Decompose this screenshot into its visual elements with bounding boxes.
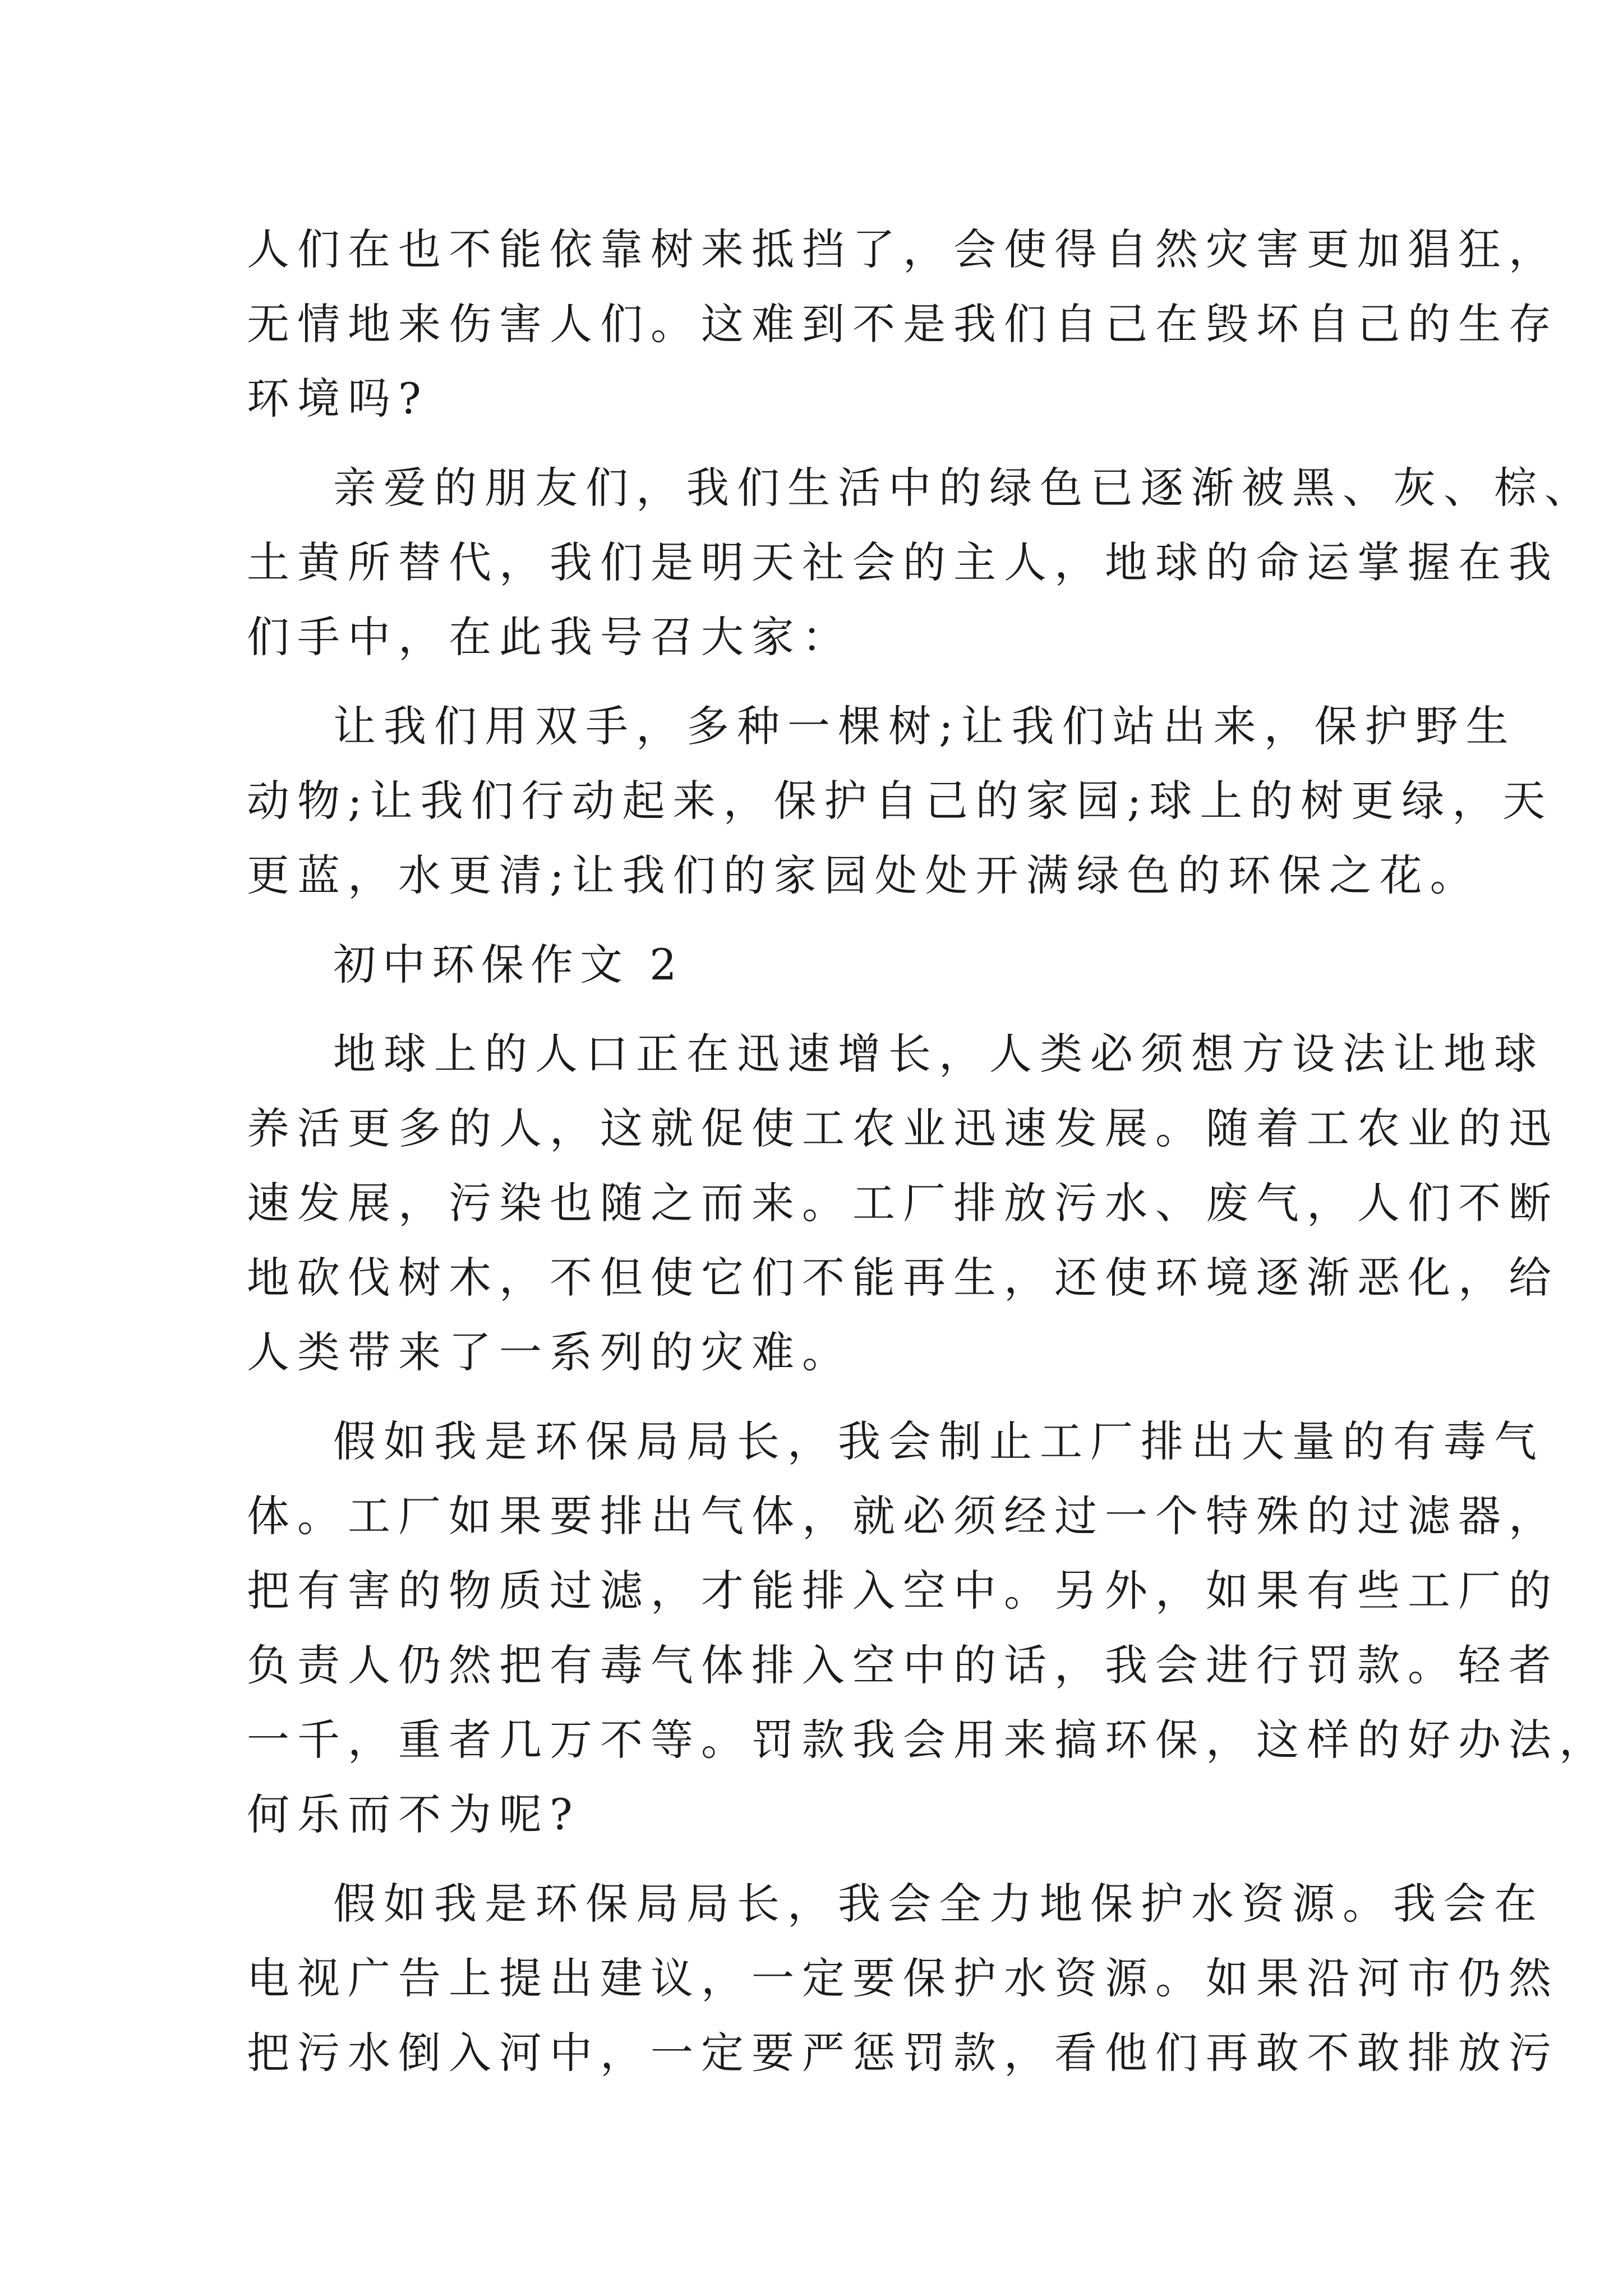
paragraph-line: 把污水倒入河中，一定要严惩罚款，看他们再敢不敢排放污 xyxy=(247,2028,1559,2078)
paragraph-line: 土黄所替代，我们是明天社会的主人，地球的命运掌握在我 xyxy=(247,537,1559,587)
paragraph-line: 动物;让我们行动起来，保护自己的家园;球上的树更绿，天 xyxy=(247,776,1553,826)
paragraph-line: 们手中，在此我号召大家： xyxy=(247,612,852,662)
paragraph-line: 让我们用双手，多种一棵树;让我们站出来，保护野生 xyxy=(333,701,1516,751)
paragraph-line: 更蓝，水更清;让我们的家园处处开满绿色的环保之花。 xyxy=(247,850,1481,900)
paragraph-3 xyxy=(247,689,1553,913)
paragraph-line: 把有害的物质过滤，才能排入空中。另外，如果有些工厂的 xyxy=(247,1566,1559,1616)
paragraph-line: 无情地来伤害人们。这难到不是我们自己在毁坏自己的生存 xyxy=(247,299,1559,349)
paragraph-line: 体。工厂如果要排出气体，就必须经过一个特殊的过滤器， xyxy=(247,1491,1559,1541)
paragraph-line: 地球上的人口正在迅速增长，人类必须想方设法让地球 xyxy=(333,1029,1544,1079)
paragraph-line: 假如我是环保局局长，我会制止工厂排出大量的有毒气 xyxy=(333,1416,1544,1466)
paragraph-5 xyxy=(247,1404,1610,1852)
paragraph-2 xyxy=(247,450,1595,674)
paragraph-line: 地砍伐树木，不但使它们不能再生，还使环境逐渐恶化，给 xyxy=(247,1253,1559,1303)
paragraph-line: 一千，重者几万不等。罚款我会用来搞环保，这样的好办法， xyxy=(247,1715,1610,1765)
section-title: 初中环保作文 2 xyxy=(333,940,684,990)
paragraph-line: 假如我是环保局局长，我会全力地保护水资源。我会在 xyxy=(333,1879,1544,1929)
paragraph-line: 人们在也不能依靠树来抵挡了，会使得自然灾害更加猖狂， xyxy=(247,224,1559,274)
document-body xyxy=(247,212,1610,2090)
paragraph-line: 亲爱的朋友们，我们生活中的绿色已逐渐被黑、灰、棕、 xyxy=(333,463,1595,513)
paragraph-line: 人类带来了一系列的灾难。 xyxy=(247,1327,852,1377)
paragraph-line: 速发展，污染也随之而来。工厂排放污水、废气，人们不断 xyxy=(247,1178,1559,1228)
paragraph-line: 环境吗? xyxy=(247,374,429,424)
paragraph-line: 负责人仍然把有毒气体排入空中的话，我会进行罚款。轻者 xyxy=(247,1640,1559,1690)
paragraph-line: 养活更多的人，这就促使工农业迅速发展。随着工农业的迅 xyxy=(247,1103,1559,1153)
paragraph-1 xyxy=(247,212,1559,436)
paragraph-4 xyxy=(247,1016,1559,1389)
paragraph-6 xyxy=(247,1866,1559,2090)
paragraph-line: 何乐而不为呢? xyxy=(247,1789,580,1839)
paragraph-line: 电视广告上提出建议，一定要保护水资源。如果沿河市仍然 xyxy=(247,1953,1559,2003)
